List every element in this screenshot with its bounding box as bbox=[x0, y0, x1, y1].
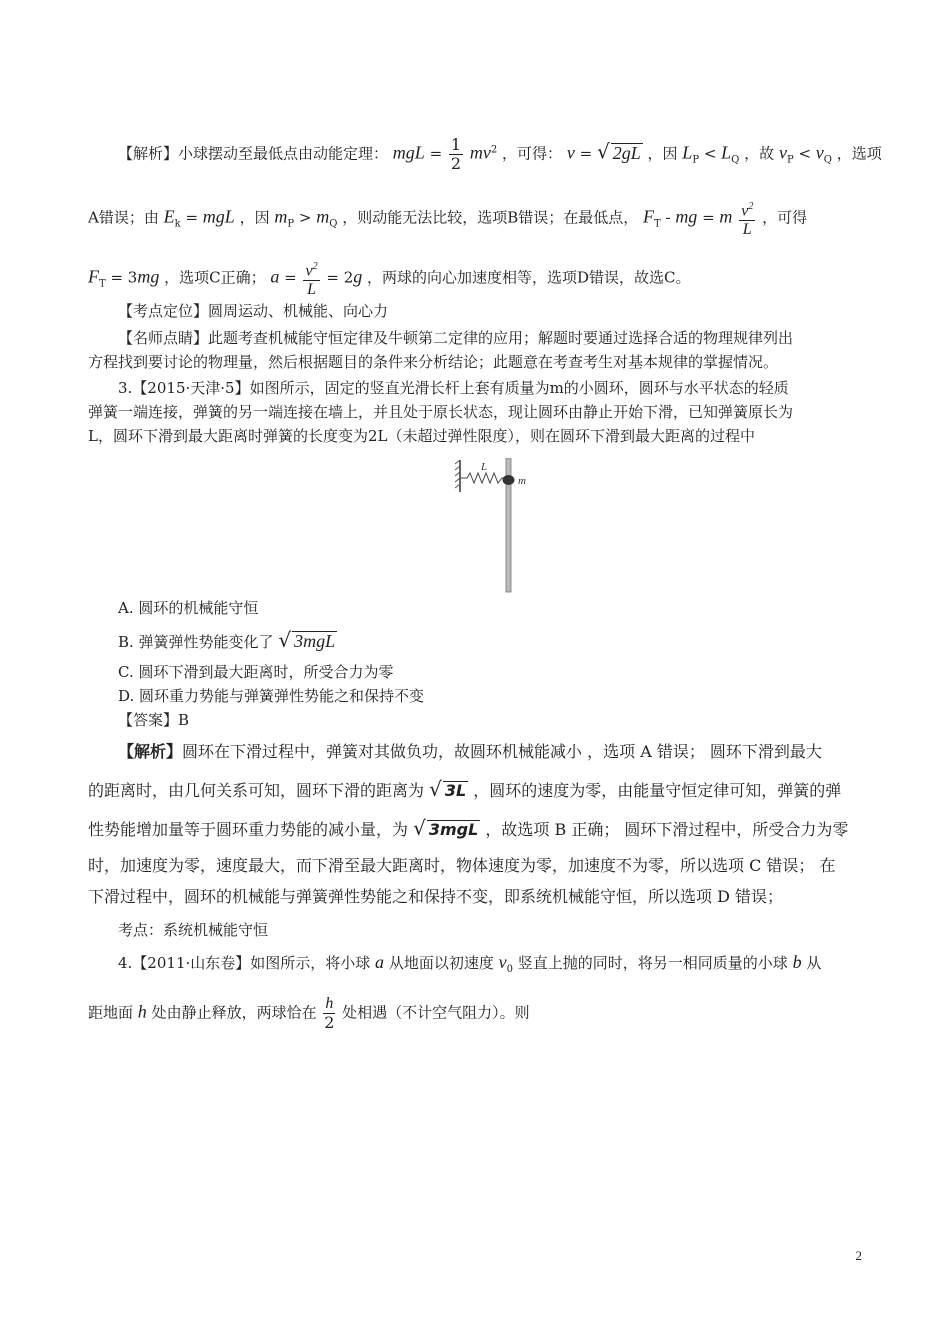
q3-option-a: A. 圆环的机械能守恒 bbox=[118, 599, 259, 617]
q3-stem-line-2: 弹簧一端连接，弹簧的另一端连接在墙上，并且处于原长状态，现让圆环由静止开始下滑，已知弹簧原长为 bbox=[88, 403, 794, 421]
q2-analysis-line-3: $F_T = 3mg$ ，选项C正确； a = $\frac{v^2}{L}$ = 2g ，两球的向心加速度相等，选项D错误，故选C。 bbox=[88, 258, 691, 299]
spring-rod-figure bbox=[455, 458, 545, 594]
q2-analysis-line-1: 【解析】小球摆动至最低点由动能定理： mgL = $\frac{1}{2}$ $mv^2$ ，可得： v = √ 2gL ，因 $L_P < L_Q$ ，故 $v_P < v_Q$ ，选项 bbox=[118, 135, 882, 173]
figure-label-m: m bbox=[518, 475, 526, 487]
q3-stem-line-1: 3.【2015·天津·5】如图所示，固定的竖直光滑长杆上套有质量为m的小圆环，圆环与水平状态的轻质 bbox=[118, 379, 789, 397]
q3-analysis-line-2: 的距离时，由几何关系可知，圆环下滑的距离为 √ 3L ，圆环的速度为零，由能量守恒定律可知，弹簧的弹 bbox=[88, 777, 842, 801]
q3-stem-line-3: L，圆环下滑到最大距离时弹簧的长度变为2L（未超过弹性限度），则在圆环下滑到最大距离的过程中 bbox=[88, 427, 755, 445]
q3-option-b: B. 弹簧弹性势能变化了 √ 3mgL bbox=[118, 628, 336, 652]
q2-tip-line-2: 方程找到要讨论的物理量，然后根据题目的条件来分析结论；此题意在考查考生对基本规律的掌握情况。 bbox=[88, 353, 779, 371]
q3-analysis-line-4: 时，加速度为零，速度最大，而下滑至最大距离时，物体速度为零，加速度不为零，所以选项 C 错误； 在 bbox=[88, 856, 836, 875]
q2-point: 【考点定位】圆周运动、机械能、向心力 bbox=[118, 302, 389, 320]
q2-tip-line-1: 【名师点睛】此题考查机械能守恒定律及牛顿第二定律的应用；解题时要通过选择合适的物理规律列出 bbox=[118, 329, 794, 347]
q4-stem-line-2: 距地面 h 处由静止释放，两球恰在 $\frac{h}{2}$ 处相遇（不计空气阻力）。则 bbox=[88, 995, 530, 1032]
q2-analysis-line-2: A错误；由 $E_k$ = mgL ，因 $m_P > m_Q$ ，则动能无法比较，选项B错误；在最低点， $F_T$ - mg = m $\frac{v^2}{L}$ ，可得 bbox=[88, 198, 807, 239]
q3-analysis-line-5: 下滑过程中，圆环的机械能与弹簧弹性势能之和保持不变，即系统机械能守恒，所以选项 D 错误； bbox=[88, 887, 784, 906]
q3-analysis-line-1: 【解析】圆环在下滑过程中，弹簧对其做负功，故圆环机械能减小 ，选项 A 错误； 圆环下滑到最大 bbox=[118, 742, 822, 761]
q4-stem-line-1: 4.【2011·山东卷】如图所示，将小球 a 从地面以初速度 $v_0$ 竖直上抛的同时，将另一相同质量的小球 b 从 bbox=[118, 952, 822, 975]
q3-answer: 【答案】B bbox=[118, 711, 190, 729]
figure-label-l: L bbox=[481, 461, 488, 473]
q3-analysis-line-3: 性势能增加量等于圆环重力势能的减小量，为 √ 3mgL ，故选项 B 正确； 圆环下滑过程中，所受合力为零 bbox=[88, 816, 849, 840]
q3-option-c: C. 圆环下滑到最大距离时，所受合力为零 bbox=[118, 663, 394, 681]
q3-option-d: D. 圆环重力势能与弹簧弹性势能之和保持不变 bbox=[118, 687, 425, 705]
page-number: 2 bbox=[855, 1248, 862, 1263]
spring-rod-diagram bbox=[455, 458, 545, 594]
q3-point: 考点：系统机械能守恒 bbox=[118, 921, 269, 939]
